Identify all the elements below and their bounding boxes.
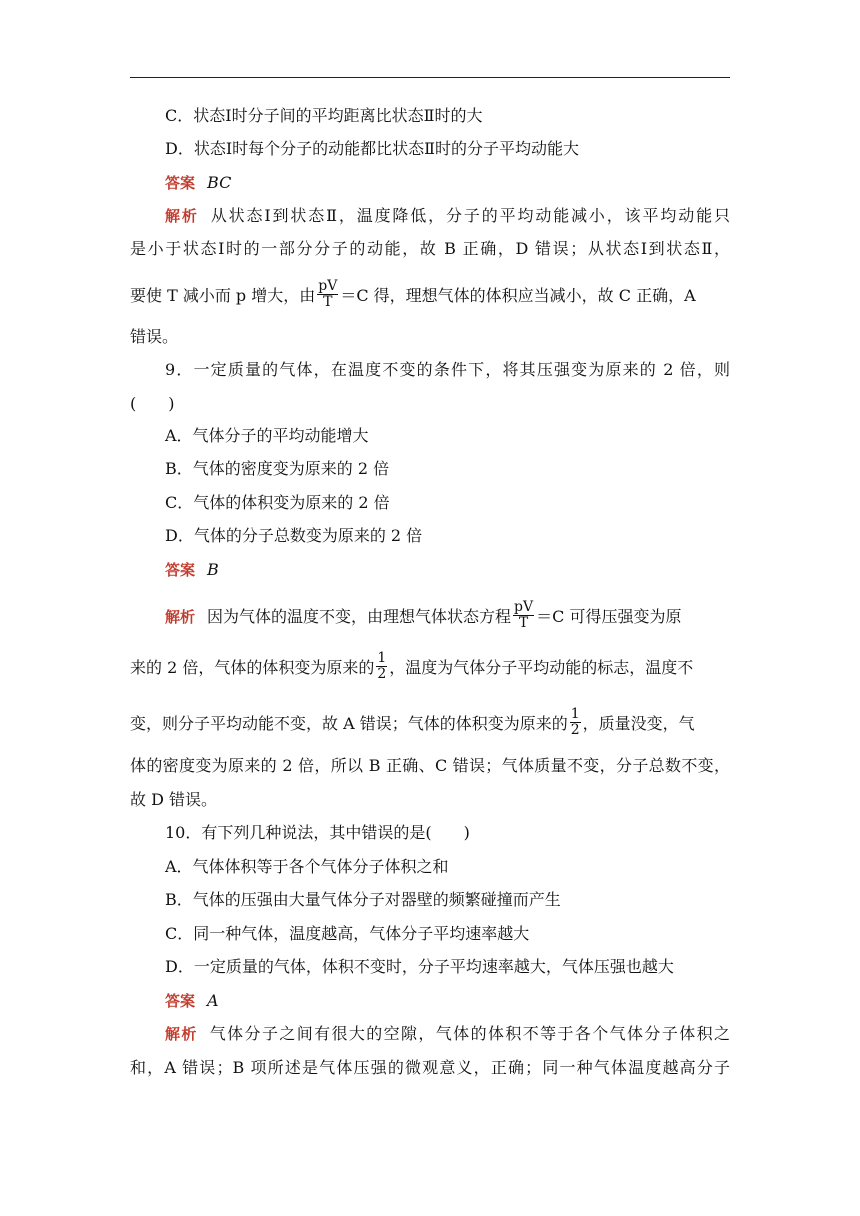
fraction-denominator: T xyxy=(323,294,333,310)
analysis-label: 解析 xyxy=(165,207,199,225)
q9-analysis-line-2 xyxy=(130,650,730,684)
q9-analysis-line-1 xyxy=(130,599,730,633)
fraction-one-half xyxy=(376,651,387,682)
analysis-label: 解析 xyxy=(165,608,196,626)
fraction-numerator: 1 xyxy=(377,650,387,666)
answer-value: BC xyxy=(207,173,232,192)
q9-analysis-text-2a: 来的 2 倍，气体的体积变为原来的 xyxy=(130,658,375,677)
q9-stem-line-2: ( ) xyxy=(130,394,175,413)
q9-analysis-line-5: 故 D 错误。 xyxy=(130,790,218,809)
answer-label: 答案 xyxy=(165,992,196,1010)
fraction-denominator: 2 xyxy=(377,666,387,682)
q8-analysis-line-4: 错误。 xyxy=(130,327,179,346)
q9-analysis-text-2b: ，温度为气体分子平均动能的标志，温度不 xyxy=(389,658,694,677)
q9-option-b: B．气体的密度变为原来的 2 倍 xyxy=(165,459,390,478)
q9-analysis-text-3b: ，质量没变，气 xyxy=(582,714,695,733)
fraction-numerator: pV xyxy=(318,278,338,294)
q9-option-d: D．气体的分子总数变为原来的 2 倍 xyxy=(165,526,423,545)
q8-analysis-line-2: 是小于状态Ⅰ时的一部分分子的动能，故 B 正确，D 错误；从状态Ⅰ到状态Ⅱ， xyxy=(130,239,730,258)
q9-analysis-line-3 xyxy=(130,706,730,740)
q10-analysis-text-1: 气体分子之间有很大的空隙，气体的体积不等于各个气体分子体积之 xyxy=(209,1024,730,1043)
q8-analysis-text-3a: 要使 T 减小而 p 增大，由 xyxy=(130,286,316,305)
fraction-pv-over-t xyxy=(317,279,338,310)
q8-option-c: C．状态Ⅰ时分子间的平均距离比状态Ⅱ时的大 xyxy=(165,106,483,125)
answer-value: B xyxy=(207,560,219,579)
fraction-one-half xyxy=(570,707,581,738)
q10-answer-line xyxy=(130,990,730,1012)
q8-answer-line xyxy=(130,172,730,194)
q10-option-a: A．气体体积等于各个气体分子体积之和 xyxy=(165,857,449,876)
header-rule xyxy=(130,77,730,78)
q9-answer-line xyxy=(130,559,730,581)
fraction-denominator: T xyxy=(518,615,529,631)
fraction-numerator: pV xyxy=(514,599,534,615)
q10-option-c: C．同一种气体，温度越高，气体分子平均速率越大 xyxy=(165,924,530,943)
fraction-numerator: 1 xyxy=(570,706,580,722)
answer-label: 答案 xyxy=(165,174,196,192)
q8-analysis-line-1 xyxy=(130,205,730,227)
q8-analysis-text-1: 从状态Ⅰ到状态Ⅱ，温度降低，分子的平均动能减小，该平均动能只 xyxy=(210,206,730,225)
answer-label: 答案 xyxy=(165,561,196,579)
analysis-label: 解析 xyxy=(165,1025,198,1043)
fraction-denominator: 2 xyxy=(570,722,580,738)
q10-analysis-line-2: 和，A 错误；B 项所述是气体压强的微观意义，正确；同一种气体温度越高分子 xyxy=(130,1058,730,1077)
q8-option-d: D．状态Ⅰ时每个分子的动能都比状态Ⅱ时的分子平均动能大 xyxy=(165,139,580,158)
q9-analysis-text-1a: 因为气体的温度不变，由理想气体状态方程 xyxy=(207,607,512,626)
q10-option-d: D．一定质量的气体，体积不变时，分子平均速率越大，气体压强也越大 xyxy=(165,957,674,976)
q9-analysis-line-4: 体的密度变为原来的 2 倍，所以 B 正确、C 错误；气体质量不变，分子总数不变， xyxy=(130,756,730,775)
q10-stem: 10．有下列几种说法，其中错误的是( ) xyxy=(165,823,470,842)
q9-analysis-text-1b: ＝C 可得压强变为原 xyxy=(536,607,682,626)
q10-option-b: B．气体的压强由大量气体分子对器壁的频繁碰撞而产生 xyxy=(165,890,561,909)
q9-option-c: C．气体的体积变为原来的 2 倍 xyxy=(165,493,390,512)
q9-option-a: A．气体分子的平均动能增大 xyxy=(165,426,369,445)
q9-analysis-text-3a: 变，则分子平均动能不变，故 A 错误；气体的体积变为原来的 xyxy=(130,714,568,733)
fraction-pv-over-t xyxy=(513,600,534,631)
q9-stem-line-1: 9．一定质量的气体，在温度不变的条件下，将其压强变为原来的 2 倍，则 xyxy=(165,360,730,379)
answer-value: A xyxy=(207,991,219,1010)
q8-analysis-text-3b: ＝C 得，理想气体的体积应当减小，故 C 正确，A xyxy=(340,286,696,305)
q8-analysis-line-3 xyxy=(130,278,730,312)
q10-analysis-line-1 xyxy=(130,1023,730,1045)
